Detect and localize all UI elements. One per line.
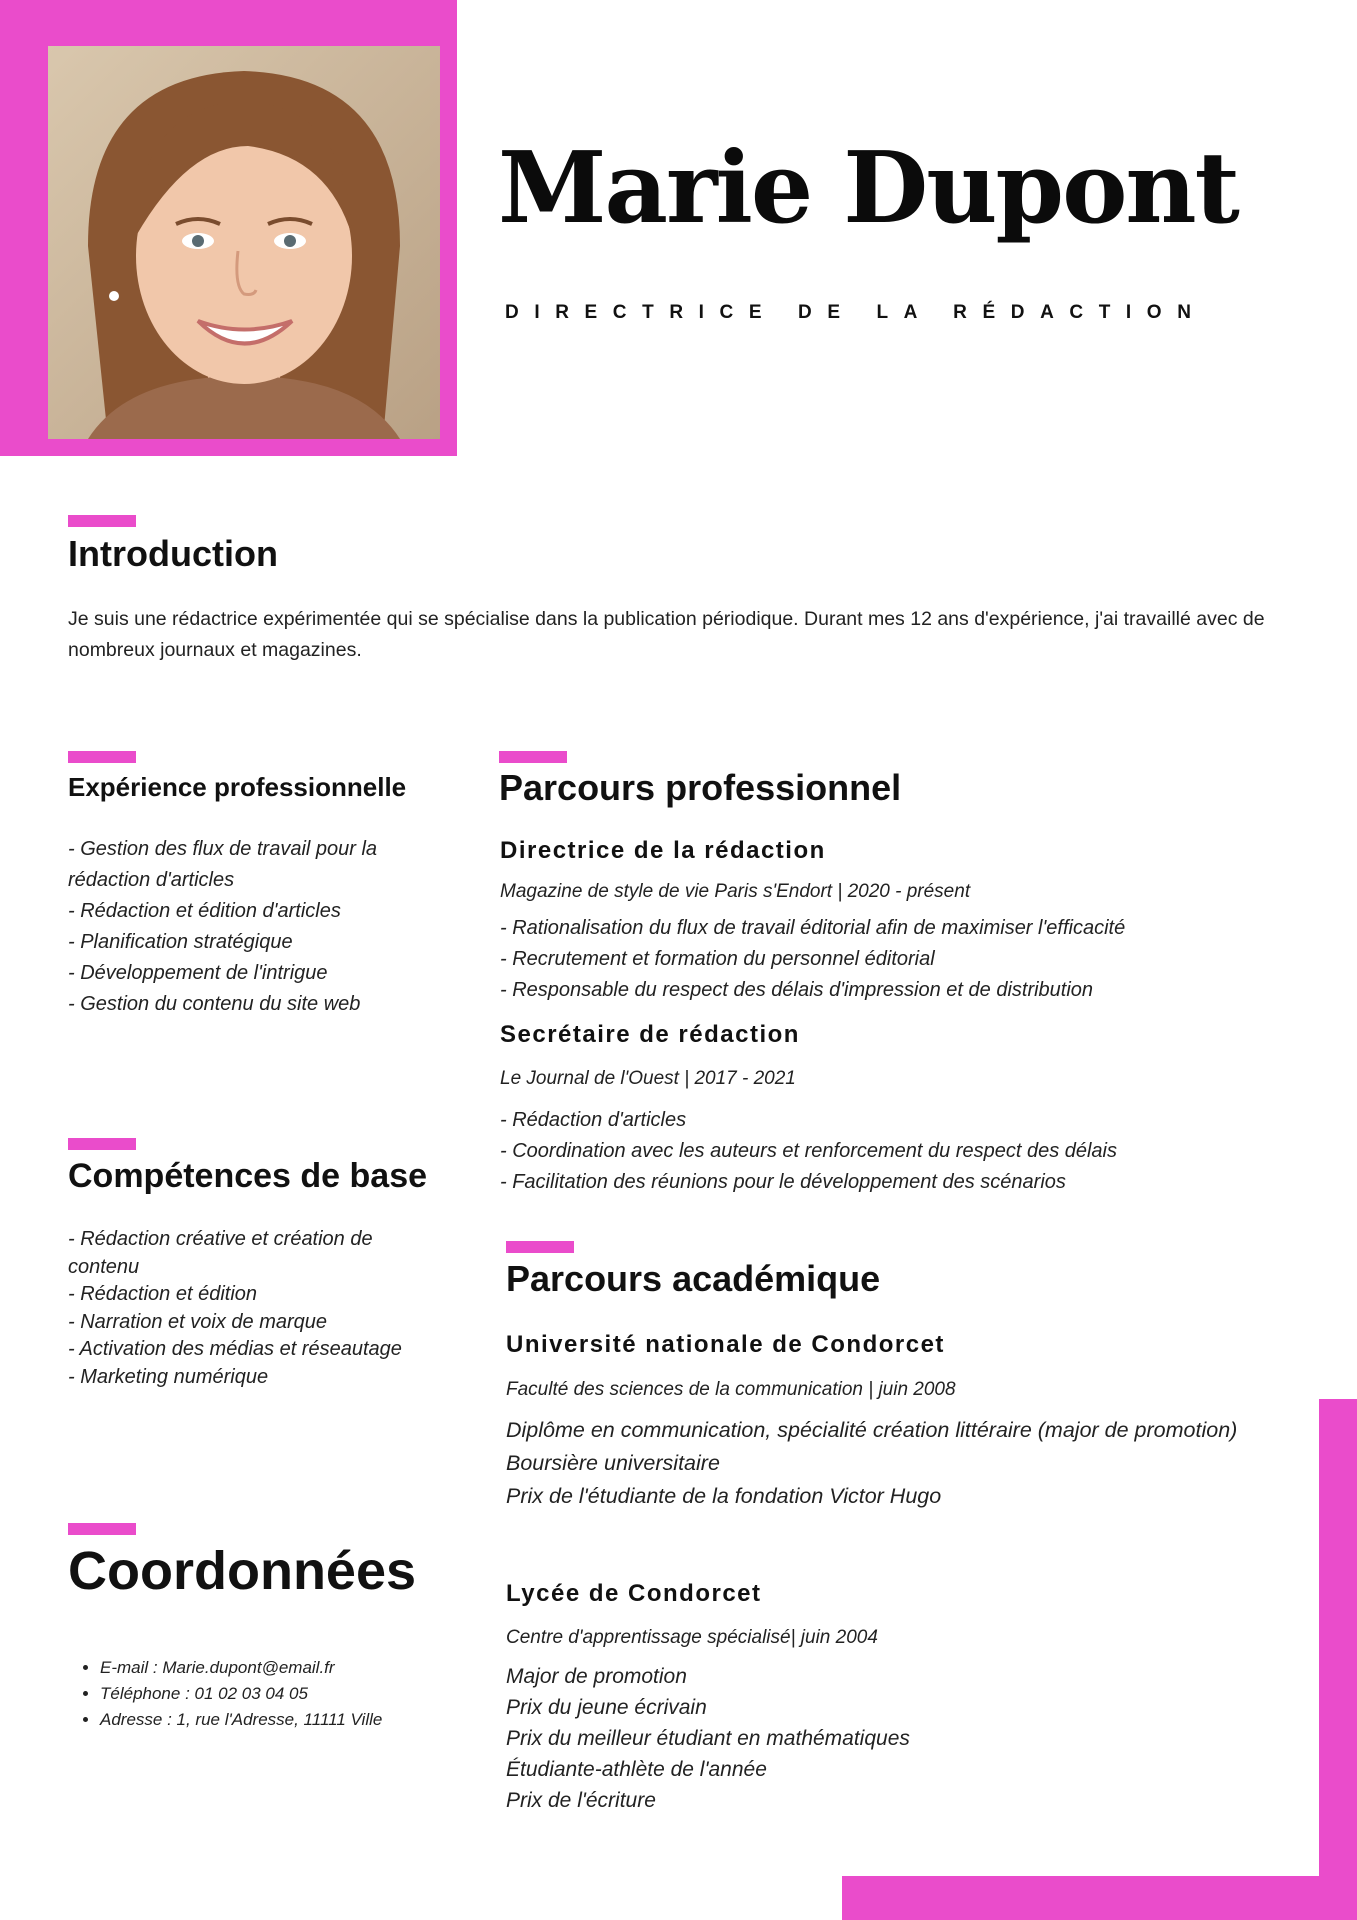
list-item: - Responsable du respect des délais d'impression et de distribution [500, 979, 1094, 1001]
list-item: - Activation des médias et réseautage [68, 1338, 402, 1360]
contact-heading: Coordonnées [68, 1541, 417, 1601]
list-item: - Narration et voix de marque [68, 1310, 328, 1333]
list-item: - Gestion du contenu du site web [68, 993, 361, 1015]
list-item: - Rédaction et édition d'articles [68, 900, 341, 922]
list-item: - Rédaction et édition [68, 1283, 258, 1305]
list-item: Prix du meilleur étudiant en mathématiques [506, 1727, 910, 1750]
job-title-2: Secrétaire de rédaction [500, 1021, 800, 1048]
contact-email[interactable]: • E-mail : Marie.dupont@email.fr [100, 1655, 382, 1681]
list-item: Boursière universitaire [506, 1451, 720, 1475]
job-meta-2: Le Journal de l'Ouest | 2017 - 2021 [500, 1068, 796, 1089]
section-marker [499, 751, 567, 763]
section-marker [68, 1138, 136, 1150]
career-heading: Parcours professionnel [499, 767, 902, 808]
introduction-heading: Introduction [68, 533, 278, 574]
list-item: Étudiante-athlète de l'année [506, 1758, 767, 1781]
list-item: - Marketing numérique [68, 1365, 269, 1388]
job-title-1: Directrice de la rédaction [500, 837, 826, 864]
experience-heading: Expérience professionnelle [68, 772, 407, 802]
school-awards-2 [506, 1661, 910, 1816]
experience-list [68, 834, 377, 1020]
skills-heading: Compétences de base [68, 1157, 428, 1195]
list-item: Diplôme en communication, spécialité création littéraire (major de promotion) [506, 1418, 1238, 1442]
list-item: - Planification stratégique [68, 931, 293, 953]
list-item: - Coordination avec les auteurs et renforcement du respect des délais [500, 1140, 1118, 1162]
job-duties-2 [500, 1105, 1117, 1198]
list-item: - Recrutement et formation du personnel éditorial [500, 948, 935, 970]
profile-photo [48, 46, 440, 439]
school-name-1: Université nationale de Condorcet [506, 1331, 945, 1358]
decorative-side-bar [1319, 1399, 1357, 1920]
list-item: - Rationalisation du flux de travail éditorial afin de maximiser l'efficacité [500, 917, 1126, 939]
introduction-text: Je suis une rédactrice expérimentée qui se spécialise dans la publication périodique. Durant mes 12 ans d'expérience, j'ai travaillé avec de nombreux journaux et magazines. [68, 608, 1265, 661]
job-duties-1 [500, 913, 1125, 1006]
decorative-bottom-bar [842, 1876, 1357, 1920]
list-item: Prix du jeune écrivain [506, 1696, 707, 1719]
education-heading: Parcours académique [506, 1258, 881, 1299]
school-meta-1: Faculté des sciences de la communication | juin 2008 [506, 1379, 956, 1400]
list-item: - Gestion des flux de travail pour la [68, 838, 378, 860]
section-marker [68, 751, 136, 763]
job-title: DIRECTRICE DE LA RÉDACTION [505, 302, 1207, 323]
portrait-illustration [48, 46, 440, 439]
list-item: Major de promotion [506, 1665, 687, 1688]
section-marker [506, 1241, 574, 1253]
list-item: rédaction d'articles [68, 869, 235, 891]
candidate-name: Marie Dupont [498, 131, 1238, 246]
school-awards-1 [506, 1414, 1237, 1513]
list-item: Prix de l'étudiante de la fondation Victor Hugo [506, 1484, 942, 1508]
list-item: contenu [68, 1255, 140, 1278]
school-meta-2: Centre d'apprentissage spécialisé| juin 2004 [506, 1627, 878, 1648]
skills-list [68, 1226, 402, 1391]
job-meta-1: Magazine de style de vie Paris s'Endort | 2020 - présent [500, 881, 971, 902]
contact-phone[interactable]: • Téléphone : 01 02 03 04 05 [100, 1681, 382, 1707]
list-item: Prix de l'écriture [506, 1789, 656, 1812]
list-item: - Développement de l'intrigue [68, 962, 328, 984]
list-item: - Rédaction d'articles [500, 1109, 687, 1131]
list-item: - Rédaction créative et création de [68, 1228, 373, 1250]
school-name-2: Lycée de Condorcet [506, 1580, 762, 1607]
section-marker [68, 1523, 136, 1535]
list-item: - Facilitation des réunions pour le développement des scénarios [500, 1171, 1066, 1193]
contact-address: • Adresse : 1, rue l'Adresse, 11111 Ville [100, 1707, 382, 1733]
contact-list [75, 1655, 382, 1733]
section-marker [68, 515, 136, 527]
